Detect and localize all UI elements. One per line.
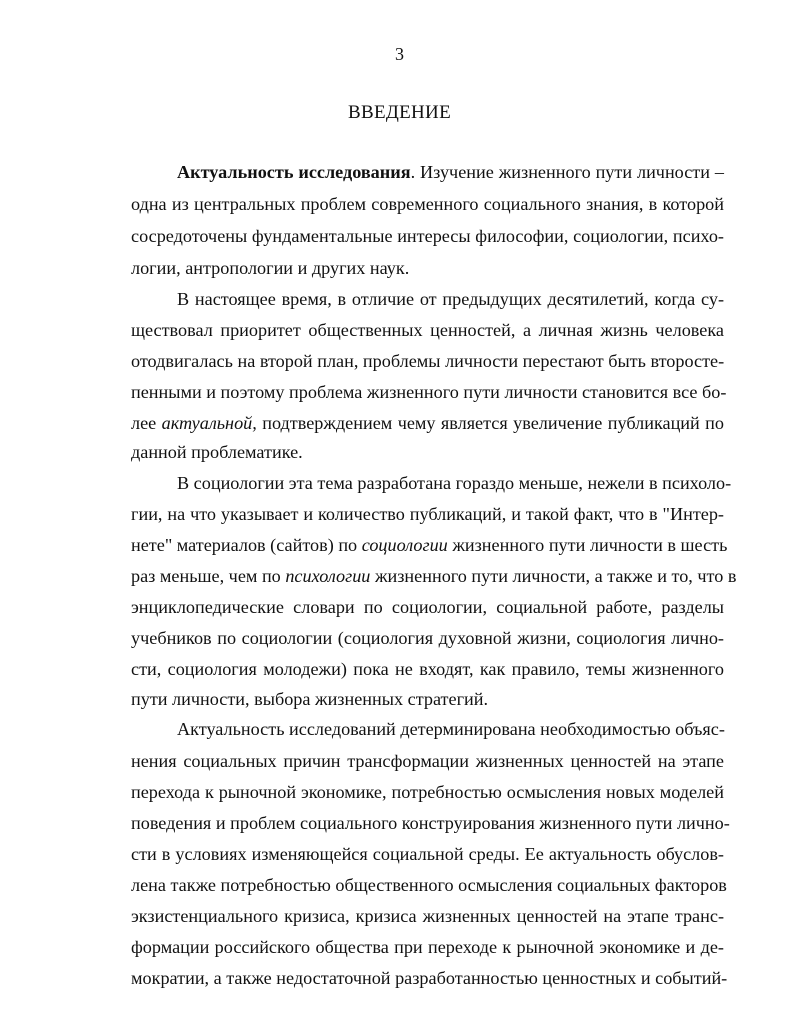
text-line: пенными и поэтому проблема жизненного пути личности становится все бо- [131,382,727,402]
text-line: поведения и проблем социального конструирования жизненного пути лично- [131,813,730,833]
text-line: одна из центральных проблем современного социального знания, в которой [131,194,724,214]
line-text: жизненного пути личности в шесть [447,535,728,555]
text-line: В социологии эта тема разработана гораздо меньше, нежели в психоло- [177,473,732,493]
line-text: нете" материалов (сайтов) по [131,535,362,555]
text-line: экзистенциального кризиса, кризиса жизненных ценностей на этапе транс- [131,906,724,926]
text-line: учебников по социологии (социология духовной жизни, социология лично- [131,628,724,648]
text-line [131,561,737,591]
text-line: В настоящее время, в отличие от предыдущих десятилетий, когда су- [177,289,724,309]
text-line: лена также потребностью общественного осмысления социальных факторов [131,875,727,895]
text-line: сосредоточены фундаментальные интересы философии, социологии, психо- [131,226,724,246]
italic-word: актуальной, [161,413,257,433]
italic-word: психологии [285,566,371,586]
bold-phrase: Актуальность исследования [177,162,411,182]
line-text: лее [131,413,162,433]
text-line: пути личности, выбора жизненных стратегий. [131,689,489,709]
text-line: мократии, а также недостаточной разработанностью ценностных и событий- [131,968,728,988]
text-line: ществовал приоритет общественных ценностей, а личная жизнь человека [131,320,724,340]
text-line: Актуальность исследований детерминирована необходимостью объяс- [177,719,725,739]
text-line [131,408,724,438]
text-line: сти, социология молодежи) пока не входят, как правило, темы жизненного [131,659,724,679]
text-line: отодвигалась на второй план, проблемы личности перестают быть второсте- [131,351,725,371]
italic-word: социологии [361,535,448,555]
text-line: сти в условиях изменяющейся социальной среды. Ее актуальность обуслов- [131,844,724,864]
line-text: раз меньше, чем по [131,566,286,586]
text-line [177,157,724,187]
text-line [131,530,728,560]
text-line: данной проблематике. [131,442,303,462]
text-line: нения социальных причин трансформации жизненных ценностей на этапе [131,751,724,771]
text-line: гии, на что указывает и количество публикаций, и такой факт, что в "Интер- [131,504,724,524]
text-line: перехода к рыночной экономике, потребностью осмысления новых моделей [131,782,724,802]
line-text: жизненного пути личности, а также и то, что в [370,566,737,586]
text-line: энциклопедические словари по социологии, социальной работе, разделы [131,597,724,617]
line-text: подтверждением чему является увеличение публикаций по [256,413,724,433]
page-number: 3 [395,44,404,64]
line-text: . Изучение жизненного пути личности – [410,162,724,182]
text-line: формации российского общества при переходе к рыночной экономике и де- [131,937,724,957]
text-line: логии, антропологии и других наук. [131,258,410,278]
section-heading: ВВЕДЕНИЕ [348,102,451,123]
